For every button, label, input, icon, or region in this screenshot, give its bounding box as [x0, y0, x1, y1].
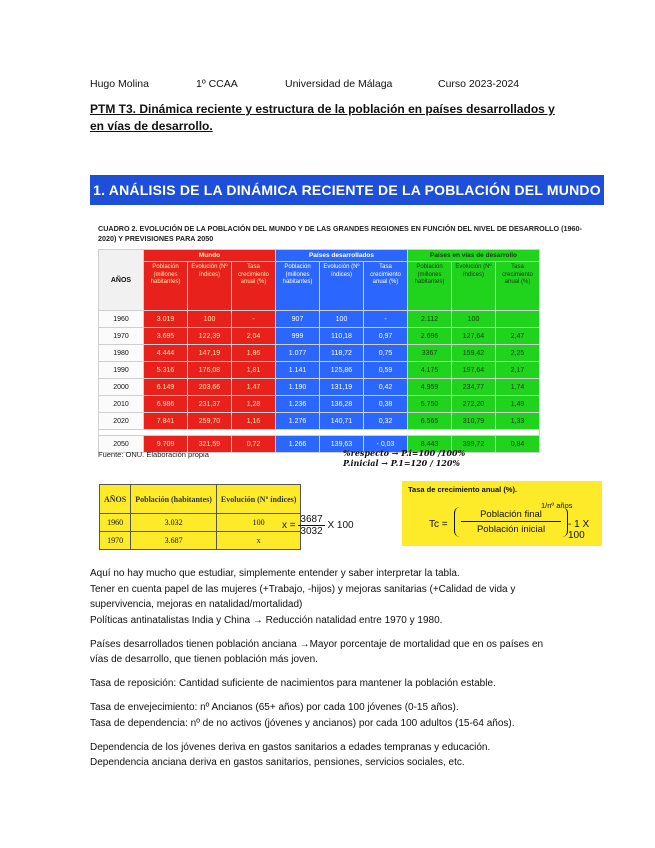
cell: 159,42 [452, 345, 496, 362]
cell: 7.841 [144, 413, 188, 430]
paragraph: Tasa de dependencia: nº de no activos (jóvenes y ancianos) por cada 100 adultos (15-64 años). [90, 718, 515, 729]
formula-denominator: 3032 [300, 526, 323, 537]
subheader: Tasa crecimiento anual (%) [364, 262, 408, 311]
cell: 4.175 [408, 362, 452, 379]
cell: 1,33 [496, 413, 540, 430]
cell: 9.709 [144, 436, 188, 453]
cell: 139,63 [320, 436, 364, 453]
growth-rate-title: Tasa de crecimiento anual (%). [408, 485, 518, 494]
paragraph: Dependencia anciana deriva en gastos sanitarios, pensiones, servicios sociales, etc. [90, 757, 465, 768]
cell: 2,25 [496, 345, 540, 362]
cell: 140,71 [320, 413, 364, 430]
author-name: Hugo Molina [90, 78, 149, 90]
handwritten-line: P.inicial → P.1=120 / 120% [343, 458, 461, 468]
cell: 1.266 [276, 436, 320, 453]
group-header-desarrollados: Países desarrollados [276, 250, 408, 262]
cell: 6.565 [408, 413, 452, 430]
example-header: Población (habitantes) [131, 485, 217, 514]
cell: x [216, 532, 301, 550]
course-label: 1º CCAA [196, 78, 238, 90]
university-label: Universidad de Málaga [285, 78, 393, 90]
paragraph: Tasa de reposición: Cantidad suficiente de nacimientos para mantener la población estable. [90, 678, 496, 689]
paragraph: Aquí no hay mucho que estudiar, simplemente entender y saber interpretar la tabla. [90, 568, 460, 579]
cell: 3.032 [131, 514, 217, 532]
growth-denominator: Población inicial [476, 524, 546, 535]
cell: 999 [276, 328, 320, 345]
cell: 234,77 [452, 379, 496, 396]
table-row [99, 328, 540, 345]
cell: 6.149 [144, 379, 188, 396]
cell: 321,59 [188, 436, 232, 453]
table-row [99, 345, 540, 362]
cell: 100 [320, 311, 364, 328]
cell: 100 [188, 311, 232, 328]
year-cell: 1970 [99, 328, 144, 345]
cell: 1,16 [232, 413, 276, 430]
cell: 147,19 [188, 345, 232, 362]
cell: 272,20 [452, 396, 496, 413]
anos-header: AÑOS [99, 250, 144, 311]
cell: 5.316 [144, 362, 188, 379]
table-row [100, 532, 301, 550]
cell: 122,39 [188, 328, 232, 345]
cell: 231,37 [188, 396, 232, 413]
cell [496, 311, 540, 328]
cell: 1,86 [232, 345, 276, 362]
cell: 1,81 [232, 362, 276, 379]
handwritten-line: %respecto → P.i=100 /100% [343, 448, 466, 458]
source-note: Fuente: ONU. Elaboración propia [98, 450, 209, 459]
tc-label: Tc = [429, 519, 448, 530]
year-cell: 2050 [99, 436, 144, 453]
formula-numerator: 3687 [300, 514, 323, 525]
year-cell: 1980 [99, 345, 144, 362]
cell: - [364, 311, 408, 328]
cell: 310,79 [452, 413, 496, 430]
cell: 0,97 [364, 328, 408, 345]
subheader: Tasa crecimiento anual (%) [496, 262, 540, 311]
cell: 2.112 [408, 311, 452, 328]
cell: 1.077 [276, 345, 320, 362]
cell: 0,72 [232, 436, 276, 453]
group-header-mundo: Mundo [144, 250, 276, 262]
cell: 1,74 [496, 379, 540, 396]
cell: 4.959 [408, 379, 452, 396]
formula-lhs: x = [282, 520, 296, 532]
cell: 3.695 [144, 328, 188, 345]
subheader: Tasa crecimiento anual (%) [232, 262, 276, 311]
cell: 136,28 [320, 396, 364, 413]
growth-rate-box [402, 481, 602, 546]
cell: 176,08 [188, 362, 232, 379]
subheader: Evolución (Nº índices) [188, 262, 232, 311]
example-table [99, 484, 301, 550]
cell: 118,72 [320, 345, 364, 362]
growth-exponent: 1/nº años [541, 501, 573, 510]
table-row [99, 379, 540, 396]
cell: 0,38 [364, 396, 408, 413]
population-table [98, 249, 540, 453]
cell: 1,49 [496, 396, 540, 413]
handwritten-note [343, 448, 465, 468]
cell: 4.444 [144, 345, 188, 362]
group-header-vias-desarrollo: Países en vías de desarrollo [408, 250, 540, 262]
cell: 0,32 [364, 413, 408, 430]
cell: 3367 [408, 345, 452, 362]
cell: 131,19 [320, 379, 364, 396]
cell: 1.141 [276, 362, 320, 379]
paragraph: Políticas antinatalistas India y China → Reducción natalidad entre 1970 y 1980. [90, 615, 443, 626]
cell: 0,84 [496, 436, 540, 453]
cell: - [232, 311, 276, 328]
subheader: Población (millones habitantes) [408, 262, 452, 311]
growth-fraction [454, 507, 568, 537]
paragraph: Dependencia de los jóvenes deriva en gastos sanitarios a edades tempranas y educación. [90, 742, 491, 753]
table-row [100, 514, 301, 532]
paragraph: Países desarrollados tienen población anciana →Mayor porcentaje de mortalidad que en os países en vías de desarrollo, que tienen población más joven. [90, 639, 544, 665]
cell: 3.687 [131, 532, 217, 550]
cell: 110,18 [320, 328, 364, 345]
cell: 1,47 [232, 379, 276, 396]
growth-rhs: - 1 X 100 [568, 519, 590, 541]
paragraph: Tener en cuenta papel de las mujeres (+Trabajo, -hijos) y mejoras sanitarias (+Calidad de vida y supervivencia, mejoras en natalidad/mortalidad) [90, 584, 516, 610]
paragraph: Tasa de envejecimiento: nº Ancianos (65+ años) por cada 100 jóvenes (0-15 años). [90, 702, 459, 713]
cell: 8.443 [408, 436, 452, 453]
section-banner: 1. ANÁLISIS DE LA DINÁMICA RECIENTE DE LA POBLACIÓN DEL MUNDO [90, 175, 604, 205]
example-header: AÑOS [100, 485, 131, 514]
year-cell: 2000 [99, 379, 144, 396]
cell: 1970 [100, 532, 131, 550]
subheader: Evolución (Nº índices) [320, 262, 364, 311]
cell: 100 [452, 311, 496, 328]
cell: 2,04 [232, 328, 276, 345]
cell: 125,86 [320, 362, 364, 379]
year-cell: 2010 [99, 396, 144, 413]
formula-fraction [298, 514, 324, 537]
cell: 399,72 [452, 436, 496, 453]
cell: 5.750 [408, 396, 452, 413]
cell: 197,64 [452, 362, 496, 379]
subheader: Evolución (Nº índices) [452, 262, 496, 311]
cell: 259,70 [188, 413, 232, 430]
cell: 0,42 [364, 379, 408, 396]
table-row [99, 396, 540, 413]
subheader: Población (millones habitantes) [276, 262, 320, 311]
cell: 0,59 [364, 362, 408, 379]
fraction-line [461, 521, 561, 522]
cell: 127,64 [452, 328, 496, 345]
table-row [99, 413, 540, 430]
year-label: Curso 2023-2024 [438, 78, 520, 90]
table-row [99, 311, 540, 328]
cell: 1.190 [276, 379, 320, 396]
year-cell: 2020 [99, 413, 144, 430]
cell: 1960 [100, 514, 131, 532]
cell: 2.696 [408, 328, 452, 345]
cell: 1.236 [276, 396, 320, 413]
subheader: Población (millones habitantes) [144, 262, 188, 311]
cell: 100 [216, 514, 301, 532]
year-cell: 1960 [99, 311, 144, 328]
index-formula [282, 514, 354, 537]
example-header: Evolución (Nº índices) [216, 485, 301, 514]
cell: 203,66 [188, 379, 232, 396]
cell: 6.986 [144, 396, 188, 413]
cell: 0,75 [364, 345, 408, 362]
cell: 2,17 [496, 362, 540, 379]
cell: 1.276 [276, 413, 320, 430]
cell: 907 [276, 311, 320, 328]
table-row [99, 362, 540, 379]
cell: 2,47 [496, 328, 540, 345]
cell: 3.019 [144, 311, 188, 328]
cell: 1,28 [232, 396, 276, 413]
formula-rhs: X 100 [327, 520, 354, 532]
document-title: PTM T3. Dinámica reciente y estructura de la población en países desarrollados y en vías de desarrollo. [90, 102, 555, 133]
cell: - 0,03 [364, 436, 408, 453]
growth-numerator: Población final [480, 509, 542, 520]
year-cell: 1990 [99, 362, 144, 379]
table-caption: CUADRO 2. EVOLUCIÓN DE LA POBLACIÓN DEL MUNDO Y DE LAS GRANDES REGIONES EN FUNCIÓN DEL NIVEL DE DESARROLLO (1960-2020) Y PREVISIONES PARA 2050 [98, 224, 582, 243]
